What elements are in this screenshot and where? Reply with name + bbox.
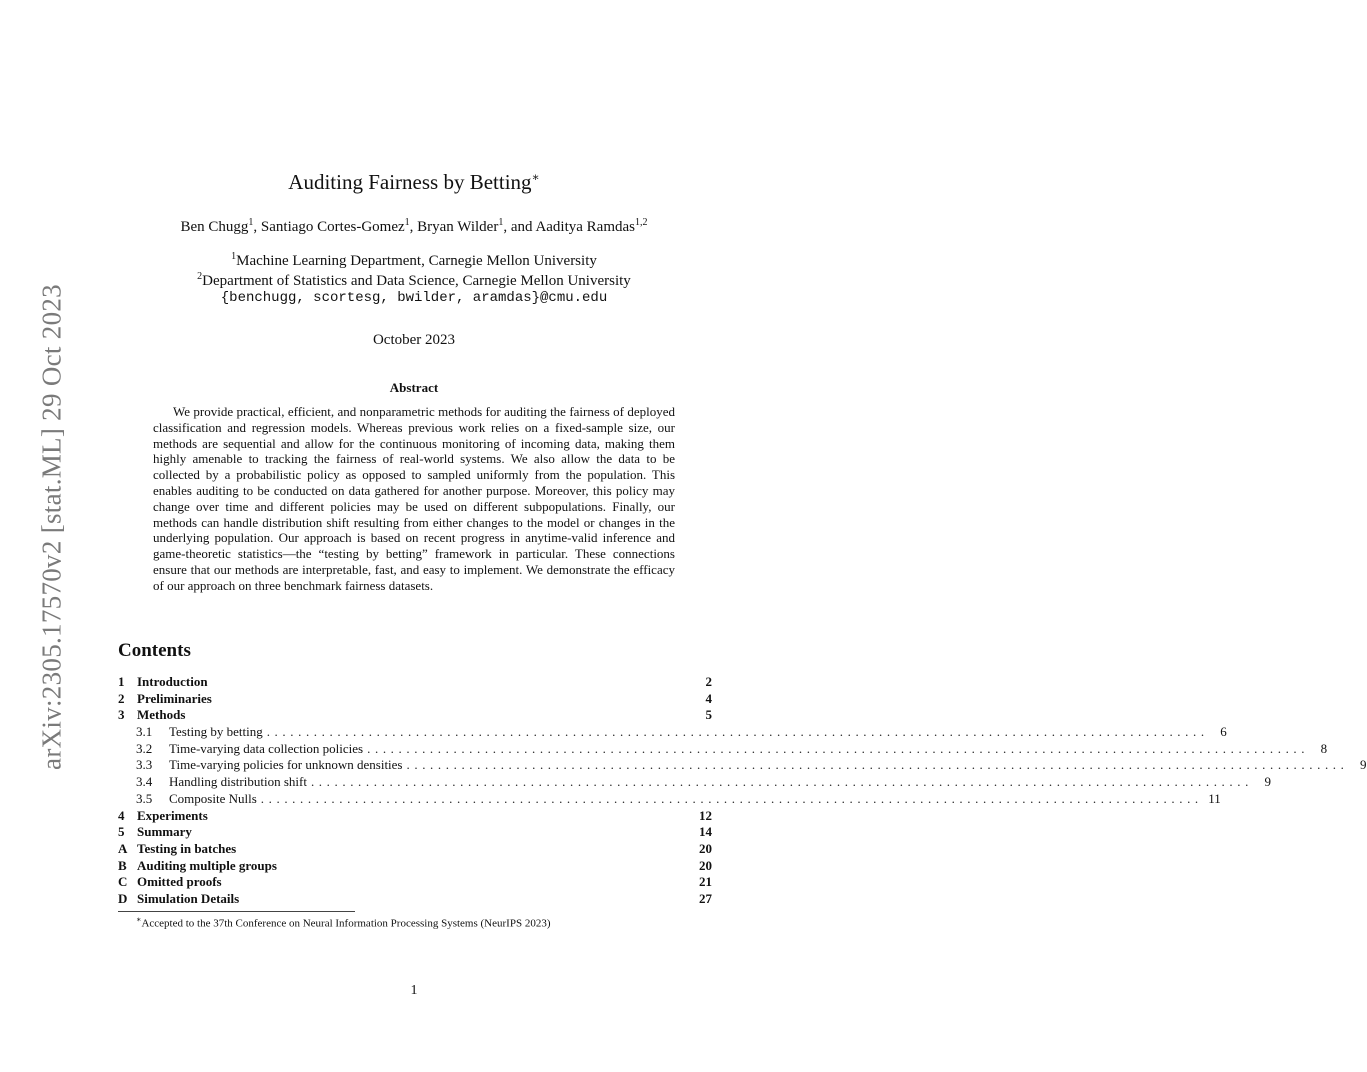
arxiv-identifier-stamp: arXiv:2305.17570v2 [stat.ML] 29 Oct 2023 xyxy=(36,284,67,770)
page-number: 1 xyxy=(410,983,418,998)
toc-entry-number: B xyxy=(118,857,127,873)
affiliation-line xyxy=(0,271,828,290)
toc-entry-page: 9 xyxy=(1264,774,1271,790)
affiliation-text: Machine Learning Department, Carnegie Mellon University xyxy=(236,253,597,269)
toc-entry-number: 3 xyxy=(118,707,125,723)
toc-entry-number: D xyxy=(118,890,128,906)
toc-entry-number: 2 xyxy=(118,690,125,706)
affiliation-mark: 1 xyxy=(231,251,237,262)
toc-entry-page: 8 xyxy=(1320,740,1328,756)
toc-entry-page: 5 xyxy=(705,707,712,723)
toc-entry-title: Preliminaries xyxy=(137,690,212,706)
author-name: Ben Chugg xyxy=(180,219,249,235)
toc-dot-leader: ........................................................................................................................ xyxy=(310,774,1253,790)
author-name: Bryan Wilder xyxy=(417,219,499,235)
author-list: Ben Chugg$^1$, Santiago Cortes-Gomez$^1$, Bryan Wilder$^1$, and Aaditya Ramdas$^{1,2}$ xyxy=(180,217,648,235)
toc-dot-leader: ........................................................................................................................ xyxy=(406,757,1349,773)
footnote-mark: ∗ xyxy=(136,915,142,924)
abstract-body: We provide practical, efficient, and nonparametric methods for auditing the fairness of deployed classification and regression models. Whereas previous work relies on a fixed-sample size, our methods are sequential and allow for the continuous monitoring of incoming data, making them highly amenable to tracking the fairness of real-world systems. We also allow the data to be collected by a probabilistic policy as opposed to sampled uniformly from the population. This enables auditing to be conducted on data gathered for another purpose. Moreover, this policy may change over time and different policies may be used on different subpopulations. Finally, our methods can handle distribution shift resulting from either changes to the model or changes in the underlying population. Our approach is based on recent progress in anytime-valid inference and game-theoretic statistics—the “testing by betting” framework in particular. These connections ensure that our methods are interpretable, fast, and easy to implement. We demonstrate the efficacy of our approach on three benchmark fairness datasets. xyxy=(153,404,675,593)
toc-entry-page: 20 xyxy=(699,840,712,856)
toc-entry-title: Time-varying policies for unknown densities xyxy=(169,757,403,773)
author-name: Santiago Cortes-Gomez xyxy=(260,219,405,235)
toc-entry-page: 21 xyxy=(699,874,712,890)
paper-title xyxy=(0,170,828,195)
toc-entry-number: 4 xyxy=(118,807,125,823)
contents-heading: Contents xyxy=(118,640,191,661)
title-text: Auditing Fairness by Betting xyxy=(288,170,532,194)
toc-entry-number: 5 xyxy=(118,824,125,840)
toc-entry-title: Testing in batches xyxy=(137,840,237,856)
toc-entry-number: 3.2 xyxy=(136,740,153,756)
toc-subentry[interactable] xyxy=(118,757,1367,774)
toc-entry-title: Omitted proofs xyxy=(137,874,222,890)
toc-entry-title: Auditing multiple groups xyxy=(137,857,277,873)
toc-dot-leader: ........................................................................................................................ xyxy=(260,790,1203,806)
affiliation-line xyxy=(0,251,828,270)
toc-entry[interactable] xyxy=(118,674,712,691)
author-affiliation-mark: 1,2 xyxy=(635,217,648,228)
toc-entry[interactable] xyxy=(118,808,712,825)
author-affiliation-mark: 1 xyxy=(404,217,410,228)
toc-entry-number: C xyxy=(118,874,128,890)
toc-entry-page: 6 xyxy=(1220,724,1227,740)
toc-entry-page: 4 xyxy=(705,690,712,706)
toc-entry-page: 2 xyxy=(705,674,712,689)
author-name: Aaditya Ramdas xyxy=(535,219,635,235)
title-footnote-mark: ∗ xyxy=(531,170,540,184)
author-affiliation-mark: 1 xyxy=(498,217,504,228)
toc-entry-title: Testing by betting xyxy=(169,724,263,740)
toc-entry-title: Experiments xyxy=(137,807,208,823)
author-emails: {benchugg, scortesg, bwilder, aramdas}@cmu.edu xyxy=(220,290,608,306)
toc-entry-title: Composite Nulls xyxy=(169,790,257,806)
toc-entry[interactable] xyxy=(118,874,712,891)
affiliation-text: Department of Statistics and Data Science, Carnegie Mellon University xyxy=(202,273,631,289)
toc-dot-leader: ........................................................................................................................ xyxy=(367,740,1310,756)
toc-subentry[interactable] xyxy=(118,774,1271,791)
toc-subentry[interactable] xyxy=(118,790,1221,808)
toc-entry-title: Simulation Details xyxy=(137,890,240,906)
toc-entry-number: 3.4 xyxy=(136,774,153,790)
author-conjunction: and xyxy=(510,219,533,235)
toc-entry[interactable] xyxy=(118,707,712,724)
toc-entry-number: A xyxy=(118,840,128,856)
toc-entry[interactable] xyxy=(118,841,712,858)
footnote xyxy=(136,915,550,930)
toc-entry-title: Handling distribution shift xyxy=(169,774,307,790)
toc-entry-page: 11 xyxy=(1208,790,1221,806)
toc-entry[interactable] xyxy=(118,691,712,708)
toc-entry-page: 20 xyxy=(699,857,712,873)
toc-entry-page: 9 xyxy=(1360,757,1367,773)
publication-date: October 2023 xyxy=(372,332,456,348)
toc-entry-page: 27 xyxy=(699,890,712,906)
toc-entry[interactable] xyxy=(118,824,712,841)
affiliation-mark: 2 xyxy=(197,271,203,282)
toc-entry[interactable] xyxy=(118,891,712,908)
toc-subentry[interactable] xyxy=(118,724,1227,741)
toc-dot-leader: ........................................................................................................................ xyxy=(266,724,1209,740)
toc-entry-title: Time-varying data collection policies xyxy=(169,740,364,756)
author-affiliation-mark: 1 xyxy=(248,217,254,228)
abstract-heading: Abstract xyxy=(389,380,439,395)
toc-entry-number: 3.5 xyxy=(136,790,153,806)
toc-entry-number: 1 xyxy=(118,674,125,689)
toc-entry-title: Summary xyxy=(137,824,192,840)
footnote-text: Accepted to the 37th Conference on Neural Information Processing Systems (NeurIPS 2023) xyxy=(141,917,551,930)
toc-entry-page: 14 xyxy=(699,824,712,840)
toc-entry-page: 12 xyxy=(699,807,712,823)
footnote-rule xyxy=(118,911,355,912)
toc-entry-number: 3.1 xyxy=(136,724,153,740)
toc-subentry[interactable] xyxy=(118,740,1328,758)
table-of-contents xyxy=(118,674,1367,908)
toc-entry[interactable] xyxy=(118,858,712,875)
toc-entry-title: Introduction xyxy=(137,674,208,689)
toc-entry-title: Methods xyxy=(137,707,186,723)
toc-entry-number: 3.3 xyxy=(136,757,153,773)
